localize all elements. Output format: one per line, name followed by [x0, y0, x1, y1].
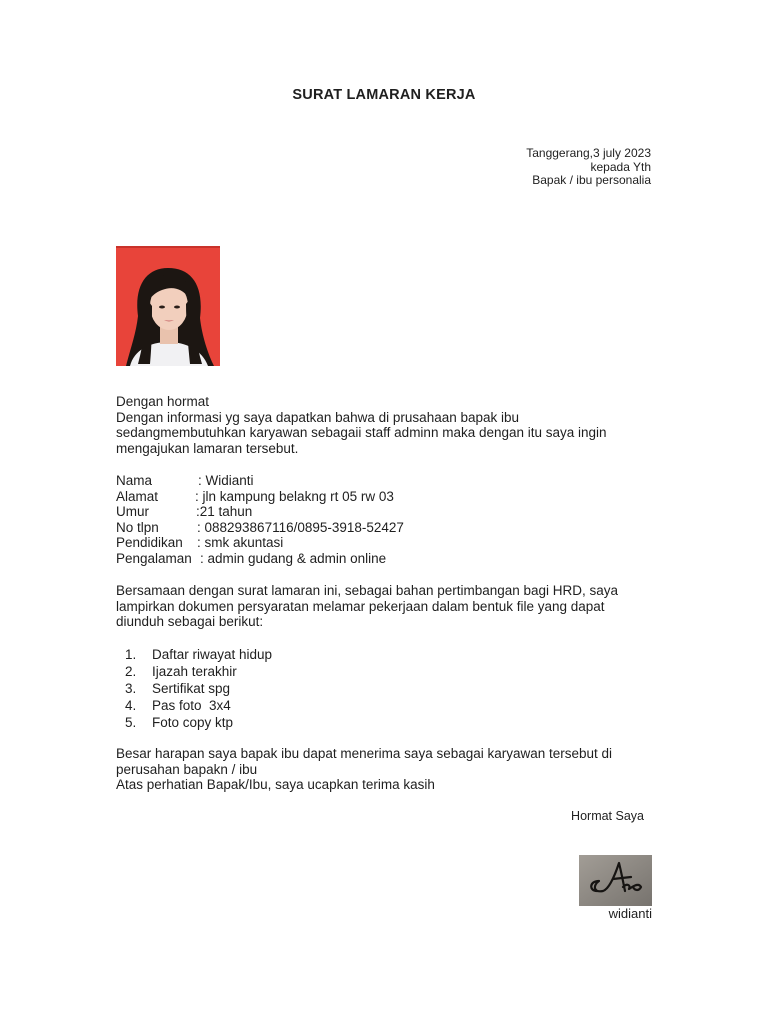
list-text: Daftar riwayat hidup [152, 647, 273, 662]
paragraph-line: lampirkan dokumen persyaratan melamar pekerjaan dalam bentuk file yang dapat [116, 598, 605, 614]
intro-line: mengajukan lamaran tersebut. [116, 440, 299, 456]
detail-label: Pengalaman [116, 550, 192, 566]
detail-row-umur [116, 504, 656, 520]
closing-line: perusahan bapakn / ibu [116, 761, 258, 777]
applicant-details [116, 473, 656, 566]
detail-value: : smk akuntasi [197, 535, 284, 550]
list-number: 2. [125, 664, 137, 679]
detail-value: : admin gudang & admin online [200, 550, 387, 566]
paragraph-line: diunduh sebagai berikut: [116, 614, 264, 629]
detail-label: No tlpn [116, 519, 159, 535]
signature-image [579, 855, 652, 906]
list-item [125, 714, 272, 731]
closing-line: Atas perhatian Bapak/Ibu, saya ucapkan terima kasih [116, 777, 435, 792]
letter-title: SURAT LAMARAN KERJA [292, 87, 476, 103]
intro-line: Dengan informasi yg saya dapatkan bahwa di prusahaan bapak ibu [116, 409, 520, 425]
detail-value: : jln kampung belakng rt 05 rw 03 [195, 488, 394, 504]
detail-row-nama [116, 473, 656, 489]
detail-label: Nama [116, 473, 153, 488]
recipient-line-2: Bapak / ibu personalia [532, 173, 651, 187]
detail-row-tlpn [116, 520, 656, 536]
letter-header-right [526, 147, 651, 188]
detail-label: Umur [116, 504, 149, 519]
detail-row-pendidikan [116, 535, 656, 551]
greeting: Dengan hormat [116, 394, 210, 409]
list-text: Ijazah terakhir [152, 664, 237, 679]
list-item [125, 663, 272, 680]
sign-off-label: Hormat Saya [571, 809, 644, 823]
list-number: 1. [125, 647, 137, 662]
detail-value: : Widianti [198, 473, 254, 488]
list-number: 5. [125, 715, 137, 730]
detail-row-pengalaman [116, 551, 656, 567]
paragraph-line: Bersamaan dengan surat lamaran ini, sebagai bahan pertimbangan bagi HRD, saya [116, 583, 619, 598]
detail-value: :21 tahun [196, 504, 253, 519]
applicant-photo [116, 246, 220, 366]
attachment-list [125, 646, 272, 731]
intro-line: sedangmembutuhkan karyawan sebagaii staff adminn maka dengan itu saya ingin [116, 425, 607, 440]
list-number: 3. [125, 681, 137, 696]
place-date: Tanggerang,3 july 2023 [526, 146, 651, 160]
recipient-line-1: kepada Yth [590, 159, 651, 174]
attachment-intro [116, 583, 656, 630]
list-number: 4. [125, 698, 137, 713]
list-item [125, 680, 272, 697]
detail-label: Alamat [116, 488, 159, 504]
detail-value: : 088293867116/0895-3918-52427 [197, 519, 404, 535]
list-text: Sertifikat spg [152, 681, 231, 696]
list-text: Pas foto 3x4 [152, 698, 231, 713]
list-item [125, 646, 272, 663]
closing-line: Besar harapan saya bapak ibu dapat menerima saya sebagai karyawan tersebut di [116, 746, 613, 761]
list-item [125, 697, 272, 714]
list-text: Foto copy ktp [152, 715, 234, 730]
detail-label: Pendidikan [116, 535, 183, 550]
signer-name: widianti [608, 906, 652, 921]
greeting-block [116, 394, 656, 456]
detail-row-alamat [116, 489, 656, 505]
closing-block [116, 746, 656, 793]
